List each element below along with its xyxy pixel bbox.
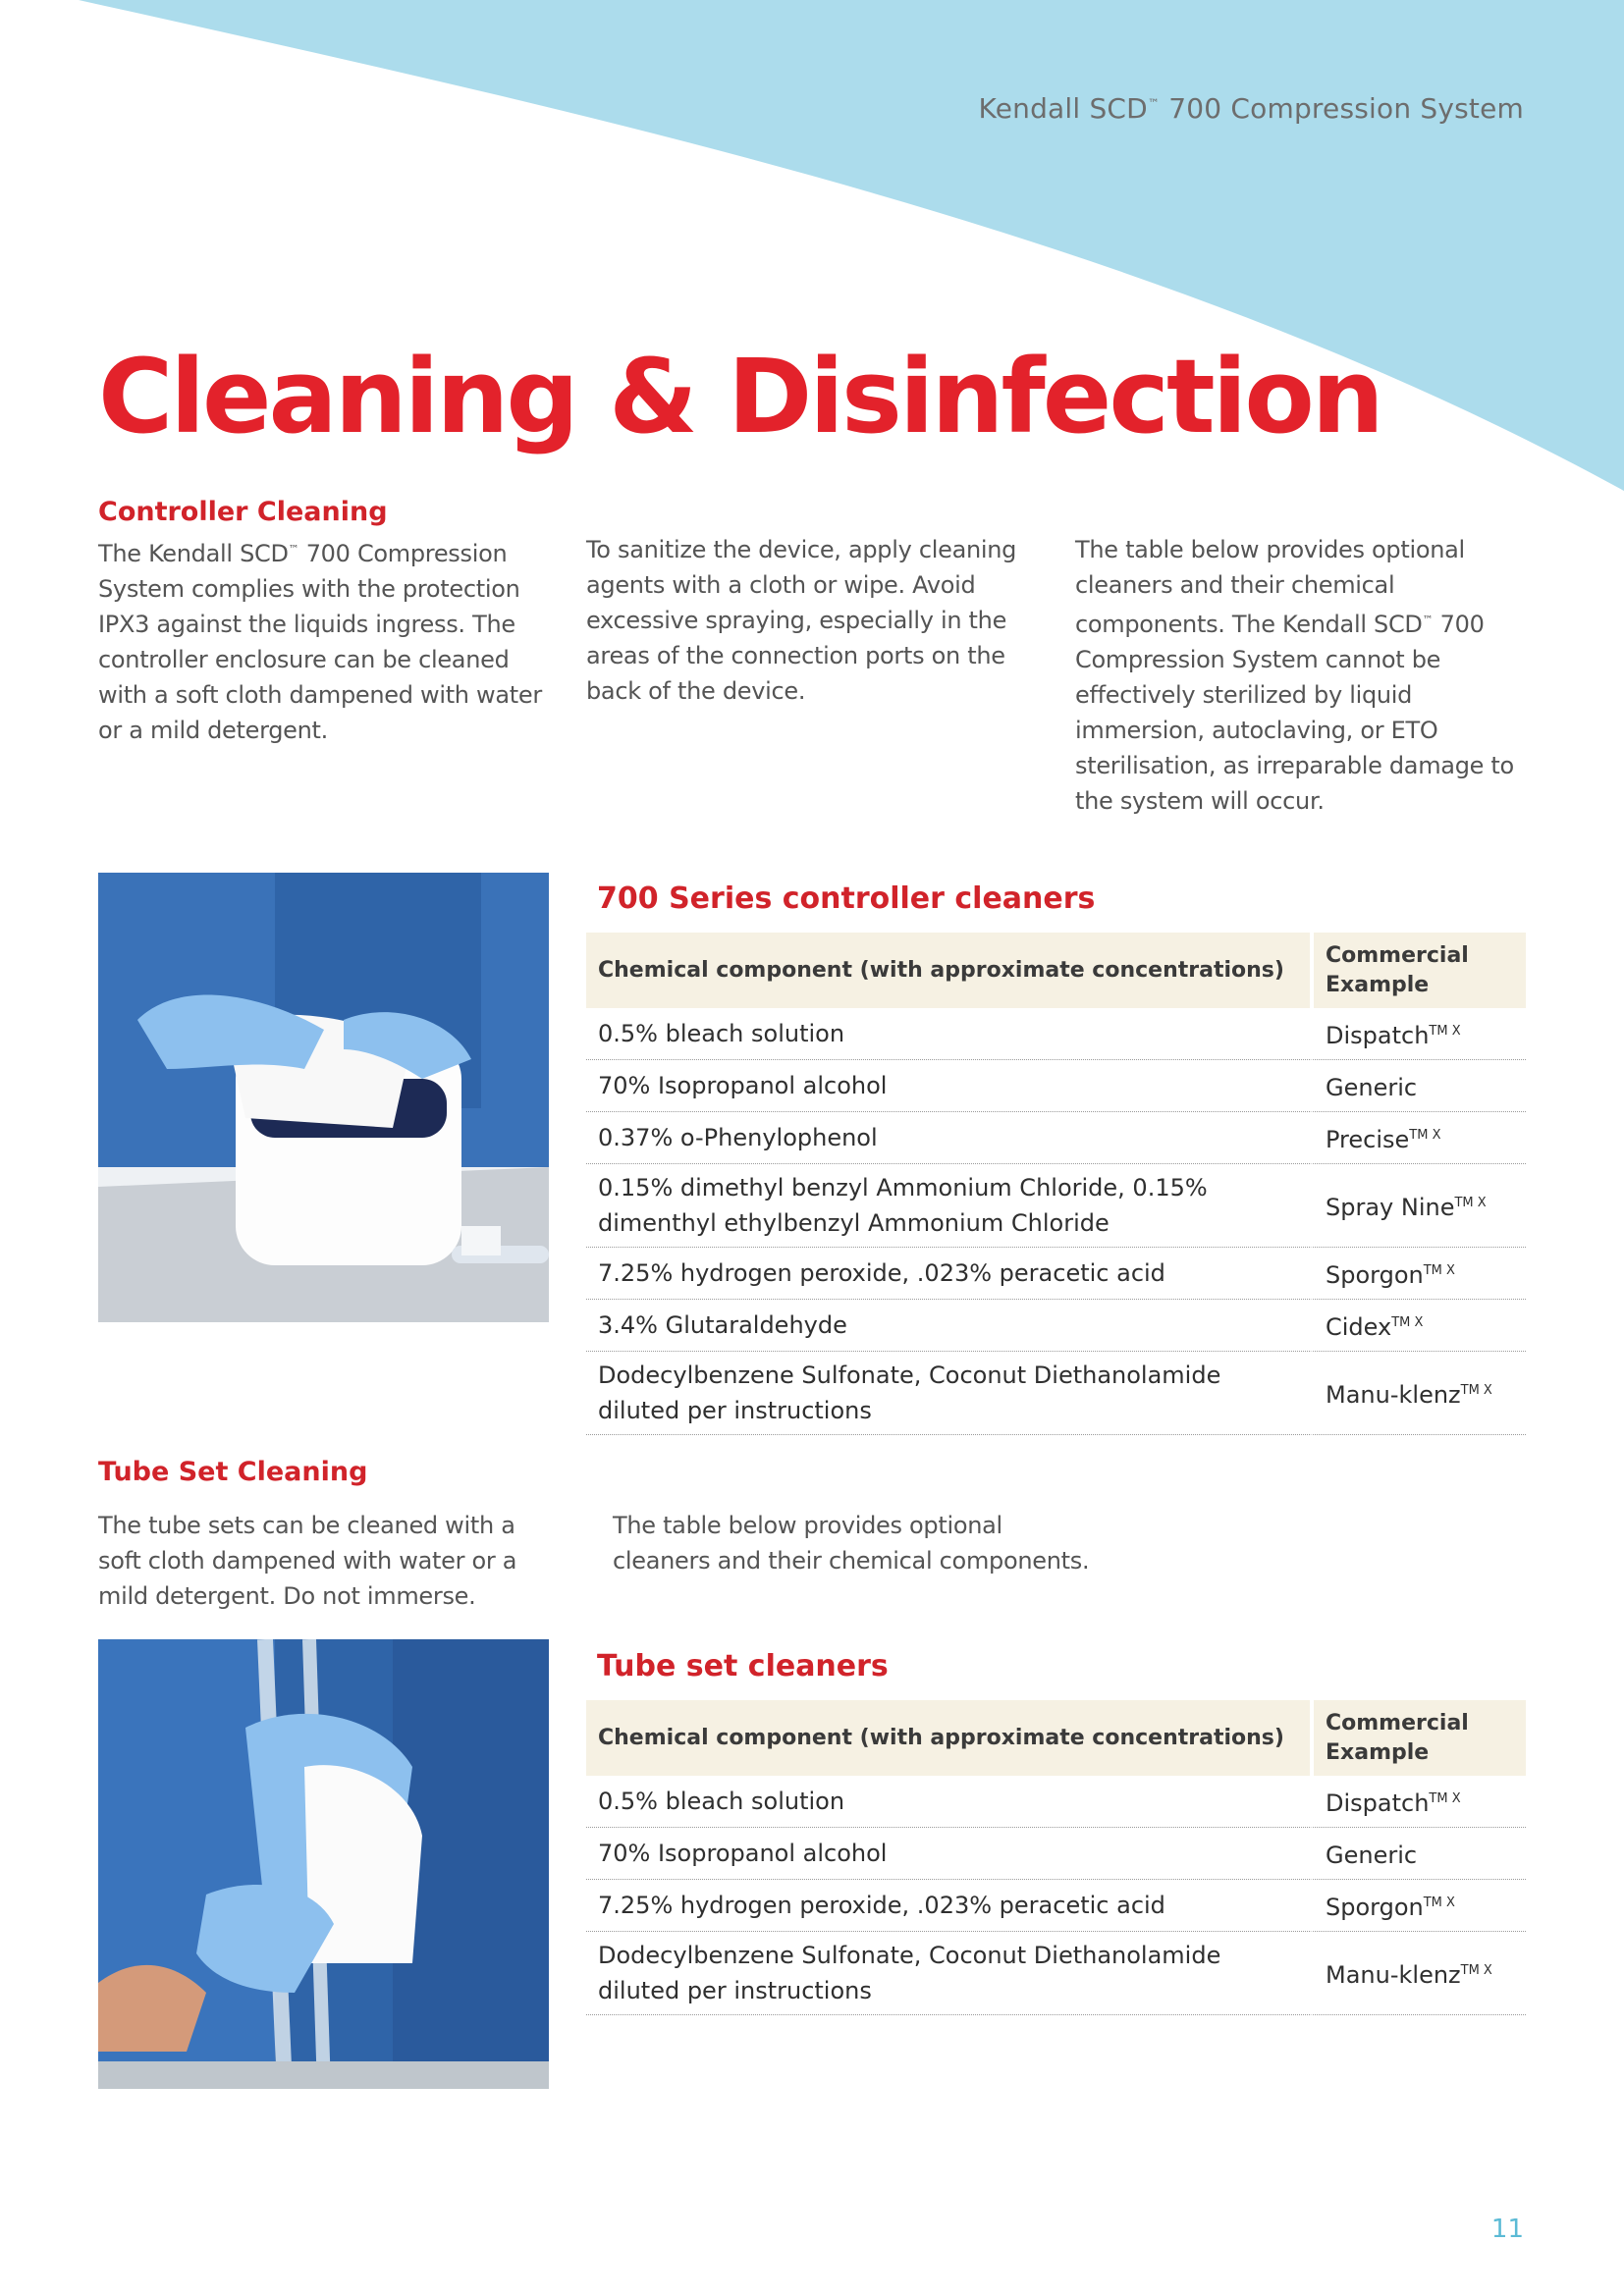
- table1-title: 700 Series controller cleaners: [597, 881, 1096, 916]
- document-header-title: Kendall SCD™ 700 Compression System: [978, 92, 1524, 125]
- tube-set-cleaning-text-col1: The tube sets can be cleaned with a soft cloth dampened with water or a mild detergent. Do not immerse.: [98, 1512, 517, 1610]
- column-header-example: Commercial Example: [1310, 933, 1526, 1008]
- controller-cleaning-heading: Controller Cleaning: [98, 497, 388, 527]
- tube-set-cleaning-heading: Tube Set Cleaning: [98, 1457, 368, 1487]
- table-row: [586, 1776, 1526, 1828]
- tube-set-cleaning-text-col2: The table below provides optional cleaners and their chemical components.: [613, 1512, 1090, 1575]
- column-header-component: Chemical component (with approximate concentrations): [586, 933, 1310, 1008]
- table-row: [586, 1112, 1526, 1164]
- component-cell: 0.5% bleach solution: [586, 1776, 1310, 1828]
- example-cell: Dispatch$^{TM X}$: [1310, 1008, 1526, 1060]
- component-cell: Dodecylbenzene Sulfonate, Coconut Diethanolamide diluted per instructions: [586, 1352, 1310, 1435]
- example-cell: Manu-klenz$^{TM X}$: [1310, 1932, 1526, 2015]
- example-cell: Precise$^{TM X}$: [1310, 1112, 1526, 1164]
- controller-cleaning-text-col2: To sanitize the device, apply cleaning agents with a cloth or wipe. Avoid excessive spraying, especially in the areas of the connection ports on the back of the device.: [586, 536, 1017, 705]
- example-cell: Sporgon$^{TM X}$: [1310, 1880, 1526, 1932]
- tube-set-cleaning-photo: [98, 1639, 549, 2089]
- column-header-component: Chemical component (with approximate concentrations): [586, 1700, 1310, 1776]
- controller-cleaning-text-col3: The table below provides optional cleaners and their chemical components. The Kendall SCD™ 700 Compression System cannot be effectively sterilized by liquid immersion, autoclaving, or ETO sterilisation, as irreparable damage to the system will occur.: [1075, 536, 1514, 815]
- table-row: [586, 1008, 1526, 1060]
- controller-cleaning-photo: [98, 873, 549, 1322]
- table2-title: Tube set cleaners: [597, 1649, 889, 1683]
- example-cell: Sporgon$^{TM X}$: [1310, 1248, 1526, 1300]
- table-row: [586, 1880, 1526, 1932]
- table-row: [586, 1932, 1526, 2015]
- example-cell: Dispatch$^{TM X}$: [1310, 1776, 1526, 1828]
- table-header-row: [586, 1700, 1526, 1776]
- example-cell: Cidex$^{TM X}$: [1310, 1300, 1526, 1352]
- example-cell: Spray Nine$^{TM X}$: [1310, 1164, 1526, 1248]
- example-cell: Manu-klenz$^{TM X}$: [1310, 1352, 1526, 1435]
- table-header-row: [586, 933, 1526, 1008]
- tube-set-cleaners-table: [586, 1700, 1526, 2015]
- component-cell: 0.37% o-Phenylophenol: [586, 1112, 1310, 1164]
- component-cell: 0.5% bleach solution: [586, 1008, 1310, 1060]
- example-cell: Generic: [1310, 1828, 1526, 1880]
- component-cell: 7.25% hydrogen peroxide, .023% peracetic acid: [586, 1880, 1310, 1932]
- page-title: Cleaning & Disinfection: [98, 337, 1381, 456]
- component-cell: 0.15% dimethyl benzyl Ammonium Chloride, 0.15% dimenthyl ethylbenzyl Ammonium Chloride: [586, 1164, 1310, 1248]
- table-row: [586, 1828, 1526, 1880]
- component-cell: 7.25% hydrogen peroxide, .023% peracetic acid: [586, 1248, 1310, 1300]
- component-cell: 3.4% Glutaraldehyde: [586, 1300, 1310, 1352]
- table-row: [586, 1060, 1526, 1112]
- table-row: [586, 1248, 1526, 1300]
- table-row: [586, 1352, 1526, 1435]
- component-cell: 70% Isopropanol alcohol: [586, 1828, 1310, 1880]
- controller-cleaners-table: [586, 933, 1526, 1435]
- page-number: 11: [1490, 2215, 1524, 2244]
- column-header-example: Commercial Example: [1310, 1700, 1526, 1776]
- example-cell: Generic: [1310, 1060, 1526, 1112]
- table-row: [586, 1164, 1526, 1248]
- component-cell: Dodecylbenzene Sulfonate, Coconut Diethanolamide diluted per instructions: [586, 1932, 1310, 2015]
- component-cell: 70% Isopropanol alcohol: [586, 1060, 1310, 1112]
- controller-cleaning-text-col1: The Kendall SCD™ 700 Compression System complies with the protection IPX3 against the liquids ingress. The controller enclosure can be cleaned with a soft cloth dampened with water or a mild detergent.: [98, 540, 542, 744]
- table-row: [586, 1300, 1526, 1352]
